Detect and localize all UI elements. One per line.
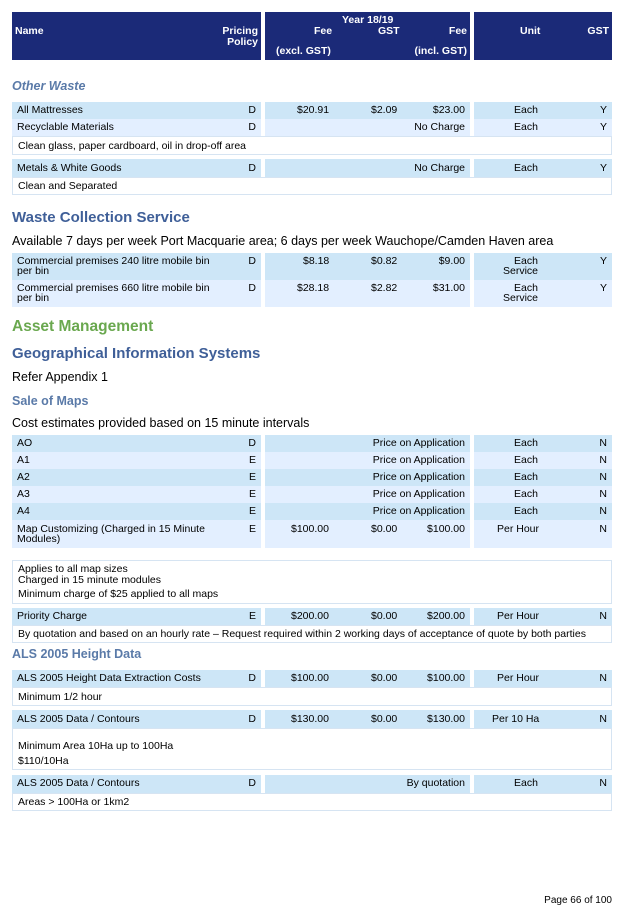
row-incl: Price on Application	[372, 454, 465, 466]
row-name: A4	[17, 505, 30, 517]
note	[12, 136, 612, 155]
section-sale-of-maps: Sale of Maps	[12, 394, 89, 408]
header-pricing-policy-1: Pricing	[222, 25, 258, 37]
note	[12, 177, 612, 195]
row-incl: Price on Application	[372, 505, 465, 517]
note-text: Charged in 15 minute modules	[18, 574, 162, 586]
gis-text: Refer Appendix 1	[12, 370, 108, 384]
note-text: Clean and Separated	[18, 180, 118, 192]
note	[12, 687, 612, 706]
row-gst: $2.82	[371, 282, 398, 294]
row-incl: $100.00	[427, 672, 465, 684]
header-year: Year 18/19	[342, 14, 394, 26]
header-fee-block	[265, 12, 470, 60]
row-name: Commercial premises 660 litre mobile bin	[17, 282, 210, 294]
row-gst-flag: N	[599, 777, 607, 789]
row-incl: No Charge	[414, 121, 465, 133]
row-incl: Price on Application	[372, 488, 465, 500]
header-gst: GST	[378, 25, 400, 37]
row-gst: $2.09	[371, 104, 398, 116]
row-policy: E	[248, 505, 256, 517]
row-policy: D	[248, 255, 256, 267]
row-incl: $100.00	[427, 523, 465, 535]
row-unit: Each	[514, 488, 538, 500]
row-gst: $0.00	[371, 672, 398, 684]
row-policy: E	[248, 454, 256, 466]
row-fee: $28.18	[297, 282, 330, 294]
note-text: Minimum Area 10Ha up to 100Ha	[18, 740, 174, 752]
row-policy: D	[248, 104, 256, 116]
table-row	[12, 520, 612, 548]
section-asset-management: Asset Management	[12, 318, 154, 335]
row-unit: Each	[514, 162, 538, 174]
row-name: All Mattresses	[17, 104, 83, 116]
row-gst-flag: N	[599, 672, 607, 684]
note	[12, 560, 612, 604]
row-gst-flag: N	[599, 505, 607, 517]
row-gst-flag: N	[599, 437, 607, 449]
row-unit-2: Service	[503, 292, 539, 304]
row-gst-flag: N	[599, 610, 607, 622]
row-incl: Price on Application	[372, 437, 465, 449]
row-unit: Each	[514, 505, 538, 517]
row-incl: $130.00	[427, 713, 465, 725]
row-policy: D	[248, 162, 256, 174]
row-policy: D	[248, 672, 256, 684]
note-text: Minimum charge of $25 applied to all maps	[18, 588, 219, 600]
row-unit: Each	[514, 282, 538, 294]
row-fee: $130.00	[291, 713, 329, 725]
row-gst: $0.82	[371, 255, 398, 267]
row-name: A1	[17, 454, 30, 466]
table-row	[12, 159, 612, 177]
note-text: $110/10Ha	[18, 755, 69, 767]
row-unit: Each	[514, 437, 538, 449]
row-unit: Each	[514, 471, 538, 483]
row-name: Commercial premises 240 litre mobile bin	[17, 255, 210, 267]
row-gst-flag: Y	[599, 255, 607, 267]
row-unit: Each	[514, 104, 538, 116]
row-unit: Each	[514, 777, 538, 789]
row-fee: $100.00	[291, 672, 329, 684]
row-gst-flag: Y	[599, 162, 607, 174]
row-name: AO	[17, 437, 33, 449]
row-policy: E	[248, 610, 256, 622]
row-policy: D	[248, 777, 256, 789]
row-name: ALS 2005 Data / Contours	[17, 777, 140, 789]
row-name: A3	[17, 488, 30, 500]
row-gst: $0.00	[371, 713, 398, 725]
row-gst-flag: Y	[599, 121, 607, 133]
row-unit-2: Service	[503, 265, 539, 277]
row-incl: Price on Application	[372, 471, 465, 483]
row-gst: $0.00	[371, 610, 398, 622]
note-text: Clean glass, paper cardboard, oil in drop-off area	[18, 140, 247, 152]
note	[12, 625, 612, 643]
row-gst-flag: N	[599, 471, 607, 483]
row-unit: Each	[514, 454, 538, 466]
table-row	[12, 435, 612, 452]
row-unit: Per Hour	[497, 610, 540, 622]
row-incl: By quotation	[406, 777, 465, 789]
row-name-2: per bin	[17, 292, 50, 304]
row-name: A2	[17, 471, 30, 483]
header-fee-incl: Fee	[448, 25, 467, 37]
header-name: Name	[15, 25, 44, 37]
table-row	[12, 503, 612, 520]
row-policy: D	[248, 713, 256, 725]
row-policy: D	[248, 437, 256, 449]
row-unit: Per Hour	[497, 672, 540, 684]
row-name: Priority Charge	[17, 610, 88, 622]
header-unit: Unit	[520, 25, 541, 37]
row-name: Metals & White Goods	[17, 162, 122, 174]
table-row	[12, 102, 612, 119]
note	[12, 728, 612, 770]
row-fee: $20.91	[297, 104, 330, 116]
waste-collection-text: Available 7 days per week Port Macquarie area; 6 days per week Wauchope/Camden Haven area	[12, 234, 554, 248]
row-name: Map Customizing (Charged in 15 Minute	[17, 523, 205, 535]
header-unit-block	[474, 12, 612, 60]
header-excl-gst: (excl. GST)	[276, 45, 331, 57]
table-row	[12, 469, 612, 486]
note-text: Areas > 100Ha or 1km2	[18, 796, 130, 808]
row-gst-flag: Y	[599, 104, 607, 116]
row-policy: E	[248, 523, 256, 535]
row-unit: Per 10 Ha	[492, 713, 540, 725]
row-name-2: per bin	[17, 265, 50, 277]
note	[12, 793, 612, 811]
row-policy: D	[248, 282, 256, 294]
section-waste-collection: Waste Collection Service	[12, 209, 190, 226]
note-text: By quotation and based on an hourly rate – Request required within 2 working days of acceptance of quote by both parties	[18, 628, 586, 640]
table-row	[12, 253, 612, 280]
table-row	[12, 452, 612, 469]
row-fee: $8.18	[303, 255, 330, 267]
table-row	[12, 280, 612, 307]
table-row	[12, 710, 612, 728]
row-name: Recyclable Materials	[17, 121, 114, 133]
section-gis: Geographical Information Systems	[12, 345, 261, 362]
table-row	[12, 119, 612, 136]
note-text: Minimum 1/2 hour	[18, 691, 103, 703]
table-row	[12, 670, 612, 687]
sale-of-maps-text: Cost estimates provided based on 15 minute intervals	[12, 416, 310, 430]
header-fee-excl: Fee	[314, 25, 333, 37]
row-incl: $200.00	[427, 610, 465, 622]
header-gst-flag: GST	[587, 25, 609, 37]
row-name: ALS 2005 Height Data Extraction Costs	[17, 672, 201, 684]
row-unit: Each	[514, 121, 538, 133]
table-row	[12, 608, 612, 625]
row-incl: $23.00	[432, 104, 465, 116]
row-gst-flag: Y	[599, 282, 607, 294]
row-gst-flag: N	[599, 523, 607, 535]
row-gst-flag: N	[599, 488, 607, 500]
header-pricing-policy-2: Policy	[227, 36, 258, 48]
row-policy: E	[248, 471, 256, 483]
row-incl: No Charge	[414, 162, 465, 174]
section-other-waste: Other Waste	[12, 79, 86, 93]
row-policy: E	[248, 488, 256, 500]
row-unit: Each	[514, 255, 538, 267]
row-gst: $0.00	[371, 523, 398, 535]
row-name-2: Modules)	[17, 533, 61, 545]
row-fee: $200.00	[291, 610, 329, 622]
table-row	[12, 775, 612, 793]
row-unit: Per Hour	[497, 523, 540, 535]
page-number: Page 66 of 100	[544, 895, 612, 906]
row-incl: $31.00	[432, 282, 465, 294]
row-policy: D	[248, 121, 256, 133]
row-gst-flag: N	[599, 713, 607, 725]
header-name-block	[12, 12, 261, 60]
header-incl-gst: (incl. GST)	[414, 45, 467, 57]
note-text: Applies to all map sizes	[18, 563, 128, 575]
section-als: ALS 2005 Height Data	[12, 647, 142, 661]
row-gst-flag: N	[599, 454, 607, 466]
row-incl: $9.00	[438, 255, 465, 267]
table-row	[12, 486, 612, 503]
row-name: ALS 2005 Data / Contours	[17, 713, 140, 725]
row-fee: $100.00	[291, 523, 329, 535]
